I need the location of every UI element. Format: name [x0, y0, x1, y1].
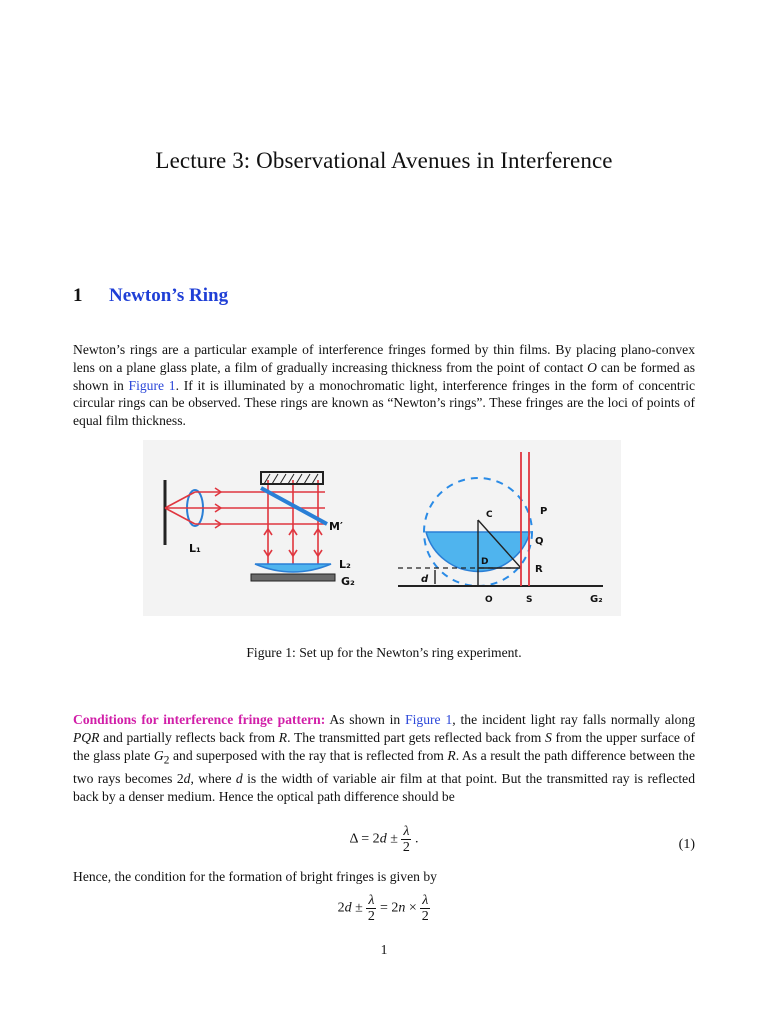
conditions-text-8: , where [190, 771, 236, 787]
page-number: 1 [380, 942, 388, 957]
label-d: D [481, 557, 489, 567]
hence-paragraph [73, 868, 695, 886]
var-pqr: PQR [73, 729, 100, 745]
label-c: C [486, 510, 493, 520]
equation-1 [73, 824, 695, 868]
eq2-fraction-2 [420, 893, 430, 924]
eq1-var: d [379, 831, 387, 847]
glass-plate-g2-left [251, 574, 335, 581]
section-heading [73, 285, 228, 307]
hence-text: Hence, the condition for the formation of bright fringes is given by [73, 869, 437, 884]
conditions-text-2: , the incident light ray falls normally along [452, 712, 695, 727]
conditions-text-9: is the width of variable air film at that point. But the transmitted ray is reflected back by a denser medium. Hence the optical path difference should be [73, 771, 696, 804]
eq2-num1: λ [368, 893, 375, 908]
eq2-times: × [405, 900, 421, 916]
label-g2-right: G₂ [590, 594, 603, 605]
intro-text-1: Newton’s rings are a particular example of interference fringes formed by thin films. By placing plano-convex lens on a plane glass plate, a film of gradually increasing thickness from the point of contact [73, 342, 695, 375]
section-title: Newton’s Ring [109, 285, 229, 306]
page-title: Lecture 3: Observational Avenues in Interference [155, 148, 613, 173]
var-g-sub: 2 [163, 754, 170, 767]
eq1-lhs: Δ = 2 [349, 831, 380, 847]
conditions-text-4: . The transmitted part gets reflected back from [287, 729, 546, 745]
label-l2: L₂ [339, 558, 351, 571]
label-r: R [535, 564, 543, 575]
eq2-var-n: n [398, 900, 406, 916]
eq1-tail: . [411, 831, 419, 847]
figure-1-link[interactable]: Figure 1 [128, 377, 176, 393]
eq1-num: λ [403, 824, 410, 839]
intro-paragraph [73, 341, 695, 430]
figure-1-link-2[interactable]: Figure 1 [405, 712, 453, 727]
eq1-pm: ± [386, 831, 402, 847]
section-number: 1 [73, 285, 83, 306]
eq2-fraction-1 [366, 893, 376, 924]
var-r-1: R [278, 729, 288, 745]
eq2-num2: λ [422, 893, 429, 908]
label-m: M′ [329, 520, 343, 533]
label-d-gap: d [421, 574, 429, 585]
eq2-den2: 2 [421, 909, 429, 924]
conditions-text-6: and superposed with the ray that is reflected from [169, 747, 448, 763]
eq2-var-d: d [344, 900, 352, 916]
eq2-den1: 2 [367, 909, 375, 924]
intro-var-o: O [587, 359, 597, 375]
eq1-fraction [401, 824, 411, 855]
conditions-heading: Conditions for interference fringe pattern: [73, 712, 326, 727]
var-r-2: R [447, 747, 456, 763]
label-g2-left: G₂ [341, 575, 355, 588]
label-q: Q [535, 536, 544, 547]
label-p: P [540, 506, 548, 517]
intro-text-3: . If it is illuminated by a monochromatic light, interference fringes in the form of concentric circular rings can be observed. These rings are known as “Newton’s rings”. These fringes are the loci of points of equal film thickness. [73, 377, 696, 429]
var-d-1: d [183, 771, 191, 787]
figure-background [143, 440, 621, 616]
var-d-2: d [235, 771, 243, 787]
equation-number: (1) [678, 837, 695, 852]
eq2-a: 2 [337, 900, 345, 916]
intro-text-2: can be formed as shown in [73, 359, 695, 393]
conditions-text-5: from the upper surface of the glass plate [73, 729, 695, 763]
label-l1: L₁ [189, 542, 201, 555]
eq2-eq: = 2 [376, 900, 399, 916]
figure-1 [143, 440, 621, 616]
conditions-paragraph [73, 711, 695, 806]
var-s: S [545, 729, 552, 745]
newtons-ring-setup-diagram [143, 440, 621, 616]
equation-2 [73, 893, 695, 937]
label-o: O [485, 595, 493, 605]
eq2-pm: ± [351, 900, 367, 916]
var-g: G [153, 747, 164, 763]
label-s: S [526, 595, 533, 605]
conditions-text-1: As shown in [325, 712, 406, 727]
conditions-text-3: and partially reflects back from [99, 729, 279, 745]
figure-caption: Figure 1: Set up for the Newton’s ring experiment. [246, 645, 522, 660]
conditions-text-7: . As a result the path difference between the two rays becomes 2 [73, 747, 695, 787]
eq1-den: 2 [402, 840, 410, 855]
